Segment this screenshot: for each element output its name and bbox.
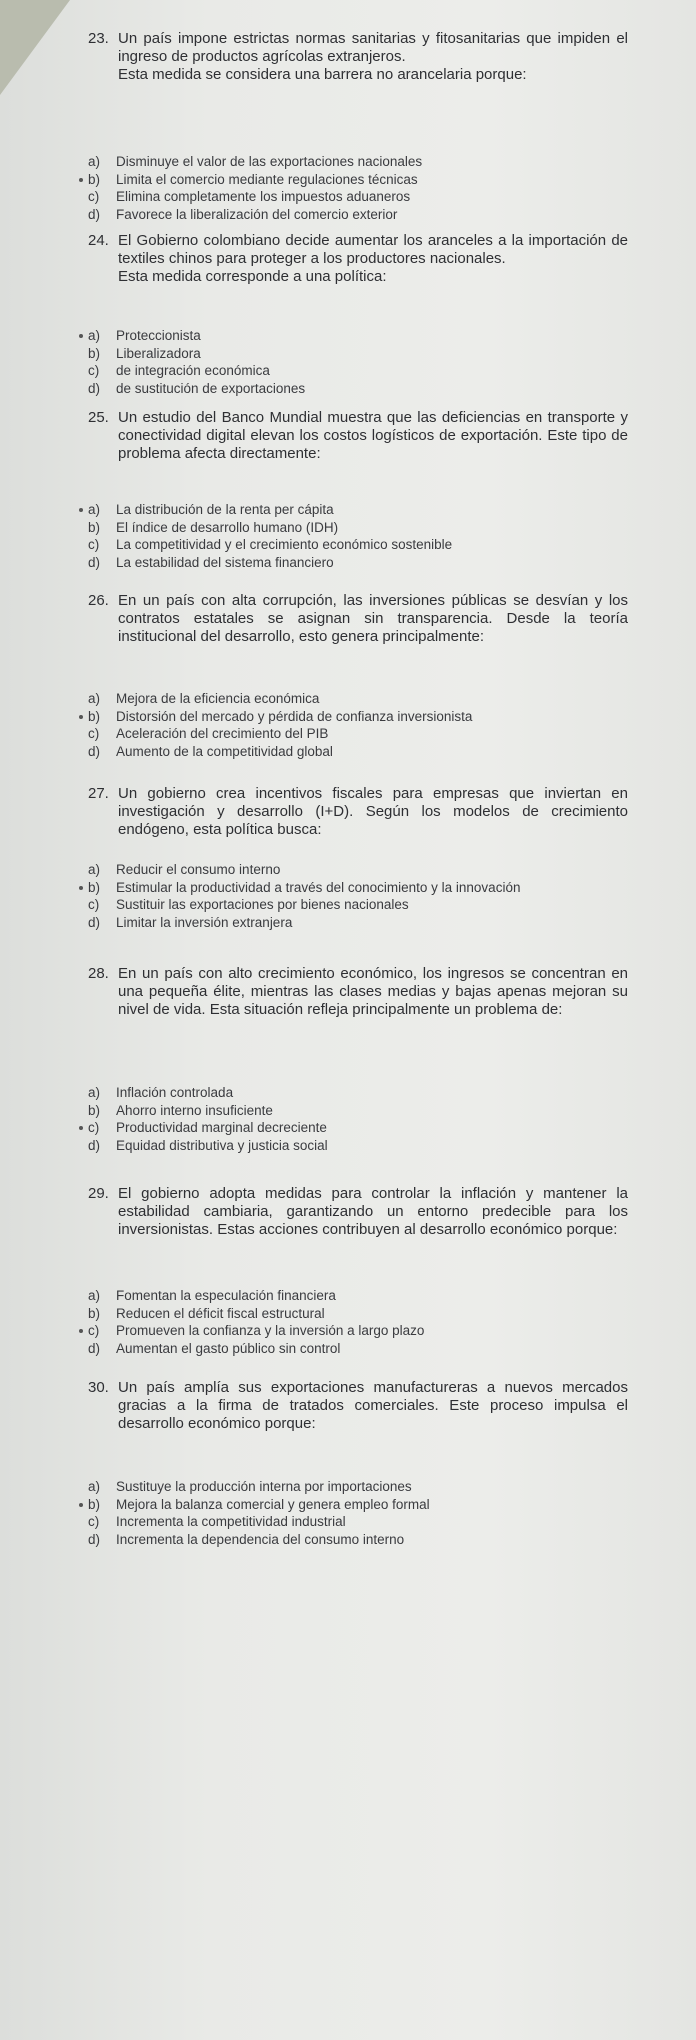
answer-mark-icon (79, 1503, 83, 1507)
answer-mark-icon (79, 508, 83, 512)
option-a[interactable] (88, 1287, 648, 1305)
option-label: a) (88, 1085, 101, 1100)
option-b[interactable] (88, 1496, 648, 1514)
option-text: Ahorro interno insuficiente (116, 1102, 273, 1118)
option-label: b) (88, 1102, 101, 1118)
option-b[interactable] (88, 1102, 648, 1120)
option-label: b) (88, 879, 101, 895)
option-text: Productividad marginal decreciente (116, 1120, 327, 1136)
option-label: d) (88, 207, 101, 223)
option-text: Elimina completamente los impuestos aduaneros (116, 189, 411, 205)
option-a[interactable] (88, 327, 648, 345)
stem-paragraph: Un país impone estrictas normas sanitarias y fitosanitarias que impiden el ingreso de productos agrícolas extranjeros. (118, 30, 628, 65)
question-stem (118, 592, 628, 646)
option-label: d) (88, 1138, 101, 1154)
question-number: 24. (88, 232, 109, 249)
option-text: La distribución de la renta per cápita (116, 502, 334, 517)
option-c[interactable] (88, 1513, 648, 1531)
option-label: d) (88, 1341, 101, 1357)
answer-options (88, 501, 648, 572)
option-text: Incrementa la competitividad industrial (116, 1514, 346, 1530)
option-text: Fomentan la especulación financiera (116, 1288, 336, 1303)
option-text: Equidad distributiva y justicia social (116, 1138, 328, 1154)
option-b[interactable] (88, 519, 648, 537)
option-a[interactable] (88, 501, 648, 519)
option-label: a) (88, 691, 101, 706)
option-c[interactable] (88, 1119, 648, 1137)
option-text: de integración económica (116, 363, 270, 379)
option-text: Reducen el déficit fiscal estructural (116, 1305, 325, 1321)
option-label: b) (88, 1496, 101, 1512)
question-number: 29. (88, 1185, 109, 1202)
stem-paragraph: Un país amplía sus exportaciones manufactureras a nuevos mercados gracias a la firma de tratados comerciales. Este proceso impulsa el desarrollo económico porque: (118, 1379, 628, 1432)
option-text: Mejora la balanza comercial y genera empleo formal (116, 1496, 430, 1512)
option-text: Estimular la productividad a través del conocimiento y la innovación (116, 879, 521, 895)
option-a[interactable] (88, 1084, 648, 1102)
option-a[interactable] (88, 861, 648, 879)
question-stem (118, 785, 628, 839)
option-label: d) (88, 1532, 101, 1548)
option-text: Promueven la confianza y la inversión a largo plazo (116, 1323, 425, 1339)
option-text: Inflación controlada (116, 1085, 234, 1100)
option-text: Limitar la inversión extranjera (116, 915, 293, 931)
option-label: d) (88, 915, 101, 931)
option-text: El índice de desarrollo humano (IDH) (116, 519, 339, 535)
answer-mark-icon (79, 1126, 83, 1130)
option-text: La competitividad y el crecimiento económico sostenible (116, 537, 453, 553)
option-label: c) (88, 189, 100, 205)
option-label: b) (88, 345, 101, 361)
option-c[interactable] (88, 1322, 648, 1340)
answer-mark-icon (79, 334, 83, 338)
option-text: Favorece la liberalización del comercio exterior (116, 207, 398, 223)
option-text: Reducir el consumo interno (116, 862, 281, 877)
option-d[interactable] (88, 743, 648, 761)
option-text: Disminuye el valor de las exportaciones nacionales (116, 154, 423, 169)
option-c[interactable] (88, 188, 648, 206)
option-label: a) (88, 1479, 101, 1494)
question-stem (118, 965, 628, 1019)
option-label: a) (88, 862, 101, 877)
option-a[interactable] (88, 153, 648, 171)
option-label: c) (88, 1514, 100, 1530)
background-corner (0, 0, 70, 95)
option-text: de sustitución de exportaciones (116, 381, 306, 397)
question-number: 23. (88, 30, 109, 47)
answer-options (88, 1287, 648, 1358)
option-text: Distorsión del mercado y pérdida de confianza inversionista (116, 708, 473, 724)
answer-mark-icon (79, 886, 83, 890)
option-label: c) (88, 1323, 100, 1339)
question-stem (118, 409, 628, 463)
option-label: b) (88, 519, 101, 535)
option-label: c) (88, 1120, 100, 1136)
option-b[interactable] (88, 171, 648, 189)
option-b[interactable] (88, 345, 648, 363)
option-label: c) (88, 726, 100, 742)
option-a[interactable] (88, 1478, 648, 1496)
option-d[interactable] (88, 914, 648, 932)
question-stem (118, 1379, 628, 1433)
option-text: Aceleración del crecimiento del PIB (116, 726, 329, 742)
option-text: La estabilidad del sistema financiero (116, 555, 334, 571)
option-b[interactable] (88, 1305, 648, 1323)
option-text: Sustituye la producción interna por importaciones (116, 1479, 412, 1494)
question-stem (118, 232, 628, 286)
option-d[interactable] (88, 206, 648, 224)
option-c[interactable] (88, 725, 648, 743)
question-number: 25. (88, 409, 109, 426)
stem-paragraph: Esta medida corresponde a una política: (118, 268, 387, 285)
option-c[interactable] (88, 536, 648, 554)
stem-paragraph: El Gobierno colombiano decide aumentar los aranceles a la importación de textiles chinos para proteger a los productores nacionales. (118, 232, 628, 267)
option-label: a) (88, 154, 101, 169)
question-number: 27. (88, 785, 109, 802)
option-text: Aumentan el gasto público sin control (116, 1341, 341, 1357)
option-label: d) (88, 555, 101, 571)
stem-paragraph: Un estudio del Banco Mundial muestra que las deficiencias en transporte y conectividad digital elevan los costos logísticos de exportación. Este tipo de problema afecta directamente: (118, 409, 628, 462)
option-c[interactable] (88, 362, 648, 380)
option-text: Sustituir las exportaciones por bienes nacionales (116, 897, 409, 913)
option-b[interactable] (88, 708, 648, 726)
option-d[interactable] (88, 1531, 648, 1549)
answer-options (88, 690, 648, 761)
question-number: 28. (88, 965, 109, 982)
option-label: a) (88, 1288, 101, 1303)
option-text: Proteccionista (116, 328, 201, 343)
option-label: a) (88, 328, 101, 343)
answer-mark-icon (79, 178, 83, 182)
option-label: c) (88, 363, 100, 379)
option-label: a) (88, 502, 101, 517)
option-b[interactable] (88, 879, 648, 897)
option-text: Incrementa la dependencia del consumo interno (116, 1532, 405, 1548)
option-text: Aumento de la competitividad global (116, 744, 333, 760)
option-label: d) (88, 744, 101, 760)
question-number: 26. (88, 592, 109, 609)
question-stem (118, 30, 628, 84)
option-text: Limita el comercio mediante regulaciones técnicas (116, 171, 418, 187)
answer-mark-icon (79, 1329, 83, 1333)
option-label: c) (88, 537, 100, 553)
stem-paragraph: El gobierno adopta medidas para controlar la inflación y mantener la estabilidad cambiaria, garantizando un entorno predecible para los inversionistas. Estas acciones contribuyen al desarrollo económico porque: (118, 1185, 628, 1238)
answer-options (88, 1478, 648, 1549)
answer-options (88, 1084, 648, 1155)
option-d[interactable] (88, 380, 648, 398)
stem-paragraph: En un país con alta corrupción, las inversiones públicas se desvían y los contratos estatales se asignan sin transparencia. Desde la teoría institucional del desarrollo, esto genera principalmente: (118, 592, 628, 645)
answer-options (88, 327, 648, 398)
option-c[interactable] (88, 896, 648, 914)
option-label: b) (88, 171, 101, 187)
option-text: Mejora de la eficiencia económica (116, 691, 320, 706)
stem-paragraph: Esta medida se considera una barrera no arancelaria porque: (118, 66, 527, 83)
option-a[interactable] (88, 690, 648, 708)
stem-paragraph: Un gobierno crea incentivos fiscales para empresas que inviertan en investigación y desarrollo (I+D). Según los modelos de crecimiento endógeno, esta política busca: (118, 785, 628, 838)
question-stem (118, 1185, 628, 1239)
option-label: b) (88, 708, 101, 724)
option-d[interactable] (88, 554, 648, 572)
option-label: b) (88, 1305, 101, 1321)
answer-mark-icon (79, 715, 83, 719)
stem-paragraph: En un país con alto crecimiento económico, los ingresos se concentran en una pequeña élite, mientras las clases medias y bajas apenas mejoran su nivel de vida. Esta situación refleja principalmente un problema de: (118, 965, 628, 1018)
question-number: 30. (88, 1379, 109, 1396)
option-label: d) (88, 381, 101, 397)
option-d[interactable] (88, 1137, 648, 1155)
option-text: Liberalizadora (116, 345, 201, 361)
answer-options (88, 153, 648, 224)
option-d[interactable] (88, 1340, 648, 1358)
answer-options (88, 861, 648, 932)
option-label: c) (88, 897, 100, 913)
